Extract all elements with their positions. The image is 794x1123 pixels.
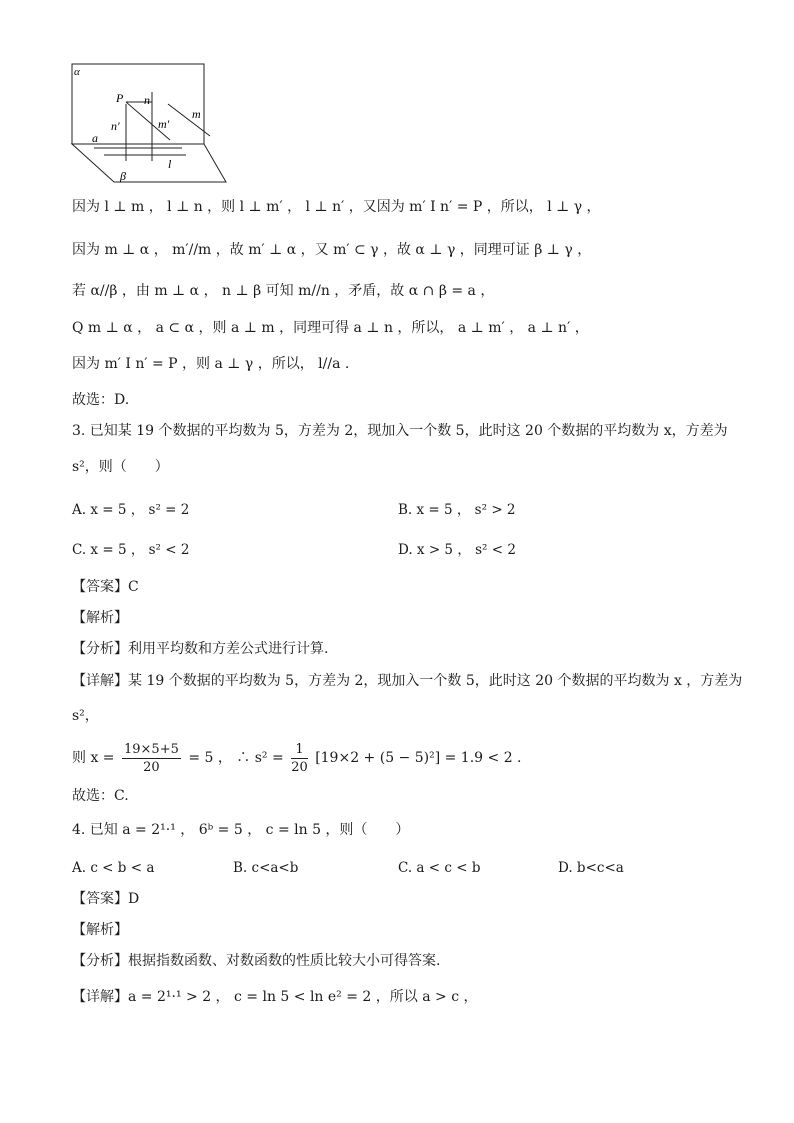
q4-option-a: A. c < b < a — [72, 860, 155, 876]
fenxi-tag: 【分析】 — [72, 953, 128, 969]
label-a: a — [92, 131, 98, 145]
q3-xiangjie-line1 — [72, 671, 742, 691]
fenxi-text: 根据指数函数、对数函数的性质比较大小可得答案. — [128, 953, 441, 969]
q4-xiangjie — [72, 987, 478, 1007]
q3-option-c: C. x = 5 ， s² < 2 — [72, 542, 190, 558]
proof-line-4: Q m ⊥ α ， a ⊂ α ，则 a ⊥ m ，同理可得 a ⊥ n ，所以， a ⊥ m′ ， a ⊥ n′ ， — [72, 320, 589, 336]
q4-stem: 4. 已知 a = 2¹·¹ ， 6ᵇ = 5 ， c = ln 5 ，则（ ） — [72, 822, 410, 838]
fraction-variance-denominator: 20 — [291, 759, 308, 775]
analysis-tag: 【解析】 — [72, 922, 128, 938]
fraction-mean-numerator: 19×5+5 — [123, 741, 179, 757]
label-P: P — [116, 91, 124, 105]
proof-line-1: 因为 l ⊥ m ， l ⊥ n ，则 l ⊥ m′ ， l ⊥ n′ ，又因为 m′ I n′ = P ，所以， l ⊥ γ ， — [72, 199, 601, 215]
fraction-variance — [291, 741, 308, 776]
xiangjie-tag: 【详解】 — [72, 989, 128, 1005]
q3-choose: 故选：C. — [72, 788, 129, 804]
answer-tag: 【答案】 — [72, 891, 128, 907]
q3-stem-line2: s²，则（ ） — [72, 459, 169, 475]
formula-mid: = 5 ， ∴ s² = — [188, 750, 284, 766]
label-m: m — [192, 107, 201, 121]
q3-option-b: B. x = 5 ， s² > 2 — [398, 502, 516, 518]
q4-answer — [72, 889, 139, 909]
q3-answer — [72, 577, 139, 597]
formula-tail: [19×2 + (5 − 5)²] = 1.9 < 2 . — [315, 750, 522, 766]
q3-option-d: D. x > 5 ， s² < 2 — [398, 542, 516, 558]
fraction-mean-denominator: 20 — [143, 759, 160, 775]
q3-xiangjie-line2: s²， — [72, 708, 99, 724]
proof-line-3: 若 α//β ，由 m ⊥ α ， n ⊥ β 可知 m//n ，矛盾，故 α ∩ β = a ， — [72, 283, 495, 299]
fenxi-text: 利用平均数和方差公式进行计算. — [128, 641, 329, 657]
plane-beta — [72, 144, 226, 182]
answer-value: C — [128, 579, 139, 595]
q4-option-c: C. a < c < b — [398, 860, 481, 876]
fraction-mean — [122, 741, 181, 776]
q3-formula — [72, 738, 522, 778]
q3-analysis-tag — [72, 608, 128, 628]
xiangjie-text: 某 19 个数据的平均数为 5，方差为 2，现加入一个数 5，此时这 20 个数据的平均数为 x ，方差为 — [128, 673, 743, 689]
label-alpha: α — [74, 66, 80, 78]
xiangjie-text: a = 2¹·¹ > 2 ， c = ln 5 < ln e² = 2 ，所以 a > c ， — [128, 989, 478, 1005]
q3-fenxi — [72, 639, 328, 659]
answer-tag: 【答案】 — [72, 579, 128, 595]
q4-option-b: B. c<a<b — [233, 860, 299, 876]
q2-choose: 故选：D. — [72, 392, 130, 408]
xiangjie-tag: 【详解】 — [72, 673, 128, 689]
label-m-prime: m′ — [158, 117, 170, 131]
q3-option-a: A. x = 5 ， s² = 2 — [72, 502, 190, 518]
proof-line-5: 因为 m′ I n′ = P ，则 a ⊥ γ ，所以， l//a . — [72, 356, 350, 372]
fraction-variance-numerator: 1 — [291, 741, 308, 759]
fenxi-tag: 【分析】 — [72, 641, 128, 657]
label-beta: β — [120, 169, 126, 183]
q3-stem-line1: 3. 已知某 19 个数据的平均数为 5，方差为 2，现加入一个数 5，此时这 20 个数据的平均数为 x，方差为 — [72, 423, 728, 439]
geometry-figure — [64, 62, 234, 184]
label-l: l — [168, 157, 172, 171]
analysis-tag: 【解析】 — [72, 610, 128, 626]
proof-line-2: 因为 m ⊥ α ， m′//m ，故 m′ ⊥ α ，又 m′ ⊂ γ ，故 α ⊥ γ ，同理可证 β ⊥ γ ， — [72, 242, 592, 258]
q4-option-d: D. b<c<a — [558, 860, 624, 876]
q4-fenxi — [72, 951, 440, 971]
label-n: n — [144, 93, 150, 107]
label-n-prime: n′ — [111, 119, 120, 133]
answer-value: D — [128, 891, 140, 907]
formula-prefix: 则 x = — [72, 750, 115, 766]
q4-analysis-tag — [72, 920, 128, 940]
